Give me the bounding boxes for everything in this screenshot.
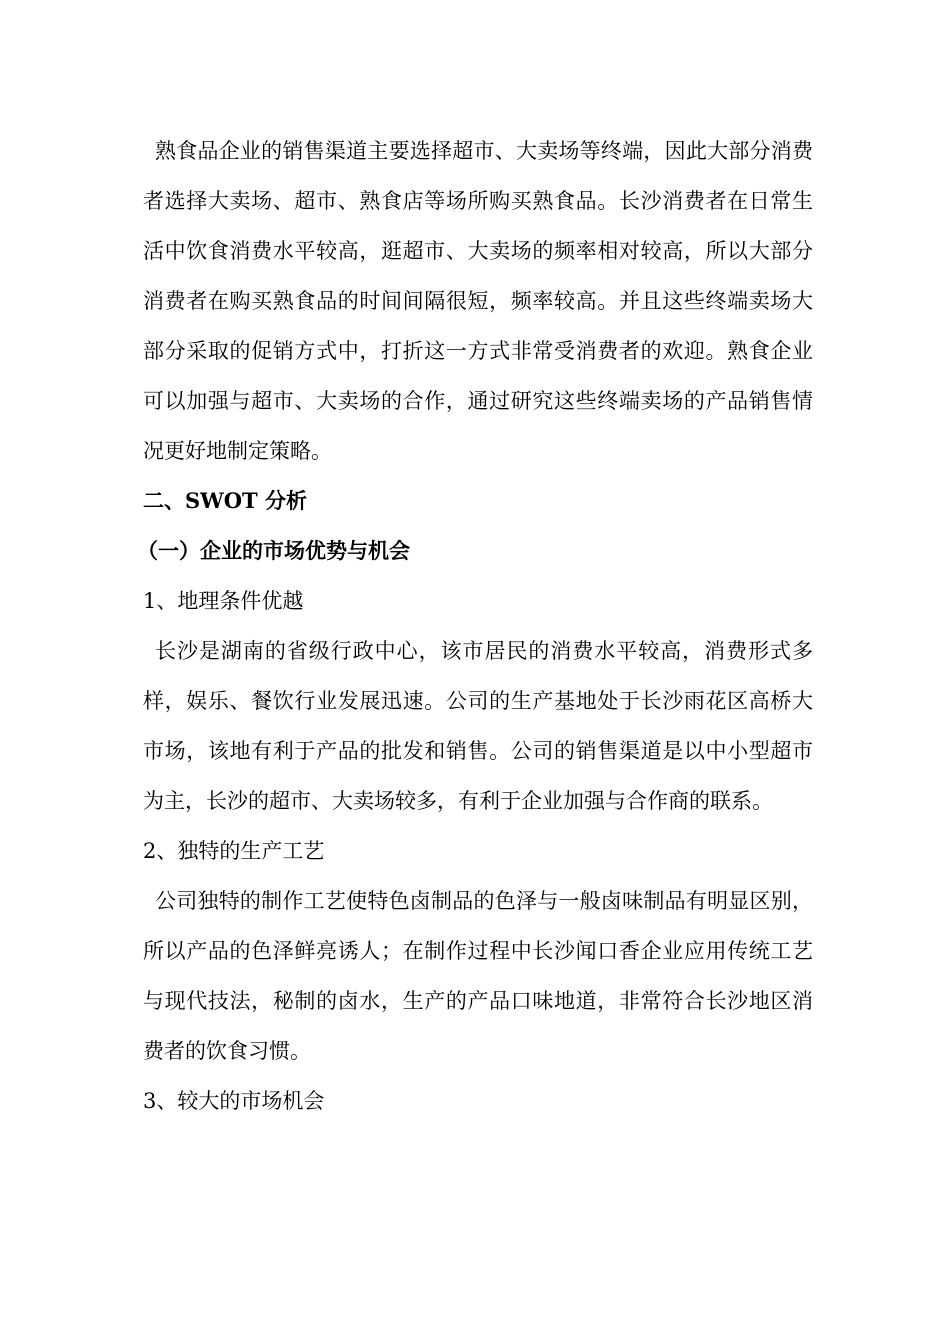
- item-title-geography: 1、地理条件优越: [143, 589, 304, 613]
- item-title-craft: 2、独特的生产工艺: [143, 839, 325, 863]
- paragraph-craft: 公司独特的制作工艺使特色卤制品的色泽与一般卤味制品有明显区别，所以产品的色泽鲜亮诱人；在制作过程中长沙闻口香企业应用传统工艺与现代技法，秘制的卤水，生产的产品口味地道，非常符合长沙地区消费者的饮食习惯。: [143, 889, 813, 1063]
- section-heading-swot: 二、SWOT 分析: [143, 488, 307, 513]
- item-title-market-opportunity: 3、较大的市场机会: [143, 1089, 325, 1113]
- paragraph-sales-channels: 熟食品企业的销售渠道主要选择超市、大卖场等终端，因此大部分消费者选择大卖场、超市、熟食店等场所购买熟食品。长沙消费者在日常生活中饮食消费水平较高，逛超市、大卖场的频率相对较高，所以大部分消费者在购买熟食品的时间间隔很短，频率较高。并且这些终端卖场大部分采取的促销方式中，打折这一方式非常受消费者的欢迎。熟食企业可以加强与超市、大卖场的合作，通过研究这些终端卖场的产品销售情况更好地制定策略。: [143, 139, 813, 463]
- paragraph-geography: 长沙是湖南的省级行政中心，该市居民的消费水平较高，消费形式多样，娱乐、餐饮行业发展迅速。公司的生产基地处于长沙雨花区高桥大市场，该地有利于产品的批发和销售。公司的销售渠道是以中小型超市为主，长沙的超市、大卖场较多，有利于企业加强与合作商的联系。: [143, 639, 813, 813]
- document-body: [137, 126, 813, 1126]
- subsection-heading-advantages: （一）企业的市场优势与机会: [137, 538, 410, 563]
